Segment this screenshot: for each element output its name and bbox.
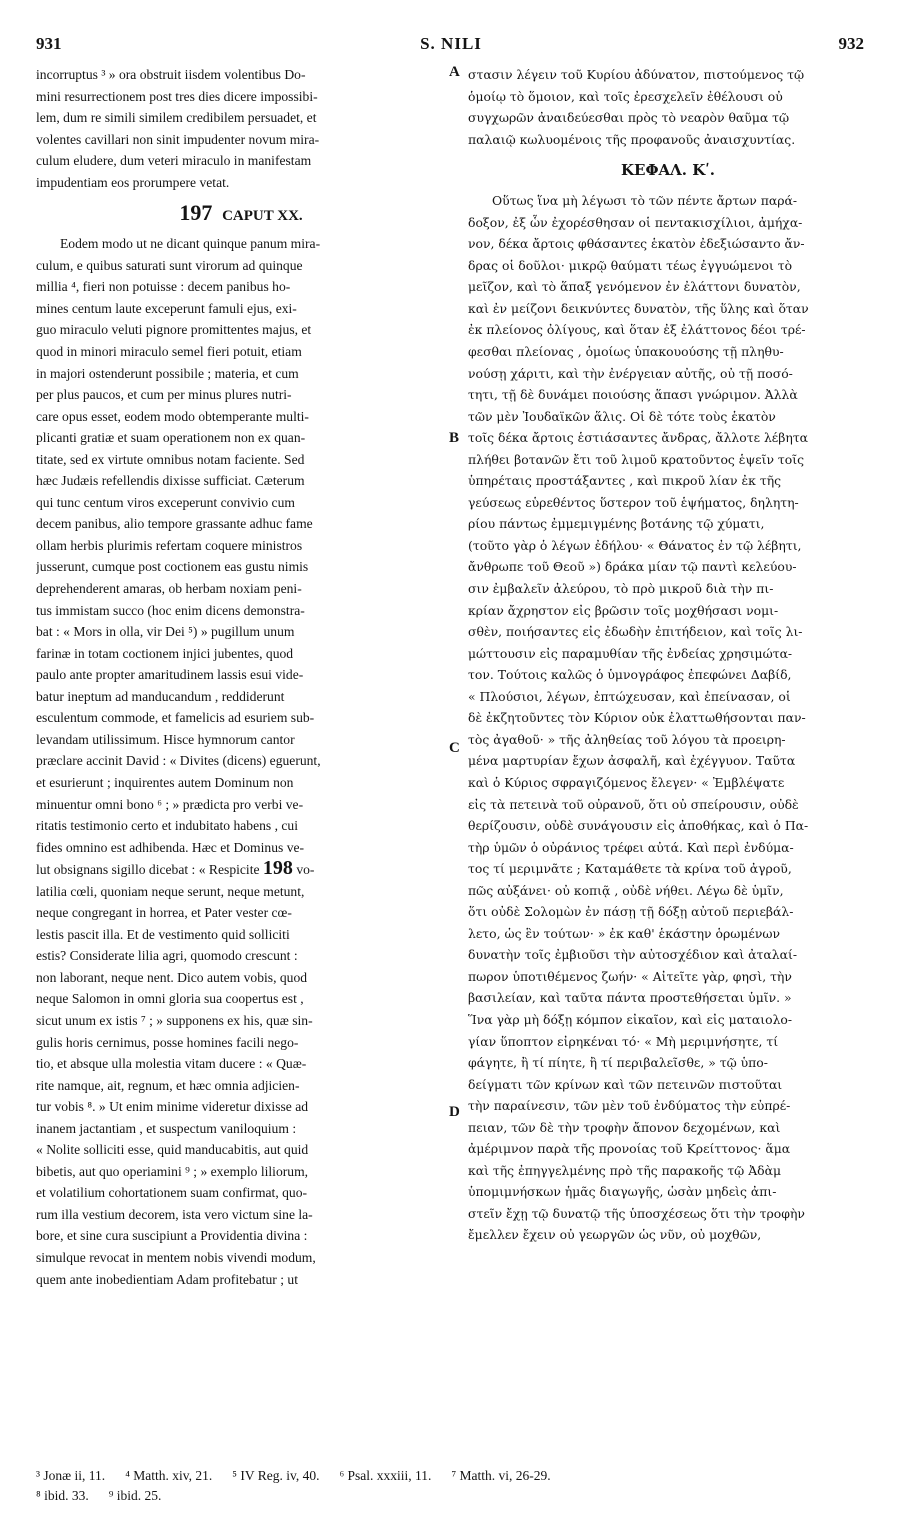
footnote: ⁹ ibid. 25.	[108, 1488, 162, 1503]
latin-line: culum eludere, dum veteri miraculo in manifestam	[36, 153, 312, 169]
latin-line: ritatis testimonio certo et indubitato habens , cui	[36, 818, 298, 834]
greek-line: τὴν παραίνεσιν, τῶν μὲν τοῦ ἐνδύματος τὴν εὐπρέ-	[468, 1098, 791, 1114]
footnotes	[36, 1466, 876, 1506]
latin-line: rum illa vestium decorem, ista vero victum sine la-	[36, 1206, 313, 1222]
greek-line: ἐκ πλείονος ὀλίγους, καὶ ὅταν ἐξ ἐλάττονος δέοι τρέ-	[468, 322, 806, 338]
latin-line: titate, sed ex virtute omnibus notam faciente. Sed	[36, 451, 305, 467]
footnote: ⁶ Psal. xxxiii, 11.	[339, 1468, 432, 1483]
greek-line: παλαιῷ κωλυομένοις τῆς προφανοῦς ἀναισχυντίας.	[468, 131, 796, 147]
greek-line: γεύσεως εὑρεθέντος ὕστερον τοῦ ἑψήματος, δηλητη-	[468, 494, 799, 510]
latin-line: deprehenderent amaras, ob herbam noxiam peni-	[36, 581, 302, 597]
latin-line: decem panibus, alio tempore grassante adhuc fame	[36, 516, 313, 532]
greek-line: βασιλείαν, καὶ ταῦτα πάντα προστεθήσεται ὑμῖν. »	[468, 990, 792, 1006]
greek-line: σθὲν, ποιήσαντες εἰς ἐδωδὴν ἐπιτήδειον, καὶ τοῖς λι-	[468, 624, 803, 640]
latin-line: fides omnino est adhibenda. Hæc et Dominus ve-	[36, 839, 305, 855]
greek-body	[468, 190, 868, 1246]
latin-line: guo miraculo veluti pignore promittentes majus, et	[36, 322, 312, 338]
latin-line: tus immistam succo (hoc enim dicens demonstra-	[36, 602, 305, 618]
greek-line: ὑπομιμνήσκων ἡμᾶς διαγωγῆς, ὡσὰν μηδεὶς ἀπι-	[468, 1184, 777, 1200]
latin-body	[36, 233, 446, 858]
greek-line: στεῖν ἔχῃ τῷ δυνατῷ τῆς ὑποσχέσεως ὅτι τὴν τροφὴν	[468, 1205, 805, 1221]
greek-line: ὁμοίῳ τὸ ὅμοιον, καὶ τοῖς ἐρεσχελεῖν ἐθέλουσι οὐ	[468, 88, 783, 104]
footnote: ⁴ Matth. xiv, 21.	[125, 1468, 213, 1483]
greek-line: νον, δέκα ἄρτοις φθάσαντες ἑκατὸν ἐδεξιώσαντο ἄν-	[468, 236, 805, 252]
greek-line: δρας οἱ δοῦλοι· μικρῷ θαύματι τέως ἐγγυώμενοι τὸ	[468, 257, 793, 273]
greek-line: καὶ ἐν μείζονι δεικνύντες δυνατὸν, τῆς ὕλης καὶ ὅταν	[468, 300, 809, 316]
page-header	[0, 34, 902, 58]
greek-line: ἄνθρωπε τοῦ Θεοῦ ») δράκα μίαν τῷ παντὶ κελεύου-	[468, 559, 797, 575]
margin-mark-d: D	[449, 1104, 460, 1120]
greek-line: πῶς αὐξάνει· οὐ κοπιᾷ , οὐδὲ νήθει. Λέγω δὲ ὑμῖν,	[468, 882, 784, 898]
latin-line: bore, et sine cura suscipiunt a Providentia divina :	[36, 1228, 308, 1244]
running-title: S. NILI	[420, 34, 482, 53]
latin-line: bat : « Mors in olla, vir Dei ⁵) » pugillum unum	[36, 624, 295, 640]
latin-line-respicite: lut obsignans sigillo dicebat : « Respicite	[36, 862, 260, 878]
footnote: ⁵ IV Reg. iv, 40.	[232, 1468, 320, 1483]
greek-line: τητι, τῇ δὲ δυνάμει ποιούσης ἅπασι γνώριμον. Ἀλλὰ	[468, 387, 798, 403]
latin-line: et esurierunt ; inquirentes autem Dominum non	[36, 774, 294, 790]
greek-line: τον. Τούτοις καλῶς ὁ ὑμνογράφος ἐπεφώνει Δαβίδ,	[468, 667, 792, 683]
latin-line: rite namque, ait, regnum, et hæc omnia adjicien-	[36, 1077, 300, 1093]
page-number-right: 932	[838, 34, 864, 53]
margin-mark-a: A	[449, 64, 460, 80]
greek-line: δὲ ἐκζητοῦντες τὸν Κύριον οὐκ ἐλαττωθήσονται παν-	[468, 710, 806, 726]
greek-line: (τοῦτο γὰρ ὁ λέγων ἐδήλου· « Θάνατος ἐν τῷ λέβητι,	[468, 537, 802, 553]
greek-line: « Πλούσιοι, λέγων, ἐπτώχευσαν, καὶ ἐπείνασαν, οἱ	[468, 688, 791, 704]
greek-chapter-title: ΚΕΦΑΛ. Κʹ.	[620, 161, 716, 180]
greek-line: πειαν, τῶν δὲ τὴν τροφὴν ἄπονον δεχομένων, καὶ	[468, 1119, 781, 1135]
latin-line: care opus esset, eodem modo obtemperante multi-	[36, 408, 309, 424]
greek-line: τὸς ἀγαθοῦ· » τῆς ἀληθείας τοῦ λόγου τὰ προειρη-	[468, 731, 786, 747]
greek-line: ὑπηρέταις προστάξαντες , καὶ πικροῦ λίαν ἐκ τῆς	[468, 473, 782, 489]
latin-line: batur ineptum ad manducandum , reddiderunt	[36, 688, 285, 704]
latin-line-inline	[36, 858, 446, 881]
greek-line: δυνατὴν τοῖς ἐμβιοῦσι τὴν αὐτοσχέδιον καὶ ἀταλαί-	[468, 947, 798, 963]
greek-line: τὴρ ὑμῶν ὁ οὐράνιος τρέφει αὐτά. Καὶ περὶ ἐνδύμα-	[468, 839, 794, 855]
greek-line: μώττουσιν εἰς παραμυθίαν τῆς ἐνδείας χρησιμώτα-	[468, 645, 793, 661]
greek-line: καὶ ὁ Κύριος σφραγιζόμενος ἔλεγεν· « Ἐμβλέψατε	[468, 774, 785, 790]
greek-line: γίαν ὕποπτον εἰρηκέναι τό· « Μὴ μεριμνήσητε, τί	[468, 1033, 779, 1049]
latin-line: Eodem modo ut ne dicant quinque panum mira-	[60, 236, 321, 252]
latin-line: lestis pascit illa. Et de vestimento quid solliciti	[36, 926, 290, 942]
latin-line: latilia cœli, quoniam neque serunt, neque metunt,	[36, 883, 305, 899]
latin-line: per plus paucos, et cum per minus plures nutri-	[36, 387, 292, 403]
latin-line: incorruptus ³ » ora obstruit iisdem volentibus Do-	[36, 67, 306, 82]
greek-column	[468, 64, 868, 1246]
greek-line: φάγητε, ἢ τί πίητε, ἢ τί περιβαλεῖσθε, » τῷ ὑπο-	[468, 1055, 768, 1071]
greek-line: τος τί μεριμνᾶτε ; Καταμάθετε τὰ κρίνα τοῦ ἀγροῦ,	[468, 861, 792, 877]
latin-line: mini resurrectionem post tres dies dicere impossibi-	[36, 88, 318, 104]
latin-line: quod in minori miraculo semel fieri potuit, etiam	[36, 344, 302, 360]
latin-line: simulque revocat in mentem nobis vivendi modum,	[36, 1249, 316, 1265]
greek-line: εἰς τὰ πετεινὰ τοῦ οὐρανοῦ, ὅτι οὐ σπείρουσιν, οὐδὲ	[468, 796, 799, 812]
greek-line: σιν ἐμβαλεῖν ἀλεύρου, τὸ πρὸ μικροῦ διὰ τὴν πι-	[468, 581, 774, 597]
greek-line: λετο, ὡς ἓν τούτων· » ἐκ καθ' ἑκάστην ὁρωμένων	[468, 925, 781, 941]
latin-line: millia ⁴, fieri non potuisse : decem panibus ho-	[36, 279, 291, 295]
latin-line: lem, dum re simili similem credibilem persuadet, et	[36, 110, 317, 126]
latin-line: estis? Considerate lilia agri, quomodo crescunt :	[36, 948, 298, 964]
greek-line: φεσθαι πλείονας , ὁμοίως ὑπακουούσης τῇ πληθυ-	[468, 344, 784, 360]
greek-line: κρίαν ἄχρηστον εἰς βρῶσιν τοῖς μοχθήσασι νομι-	[468, 602, 779, 618]
latin-line: neque congregant in horrea, et Pater vester cœ-	[36, 905, 292, 921]
greek-line: Ἵνα γὰρ μὴ δόξῃ κόμπον εἰκαῖον, καὶ εἰς ματαιολο-	[468, 1011, 793, 1027]
latin-line: qui tunc centum viros exceperunt convivio cum	[36, 494, 295, 510]
greek-line: μεῖζον, καὶ τὸ ἅπαξ γενόμενον ἐν ἐλάττονι δυνατὸν,	[468, 279, 801, 295]
latin-line: præclare accinit David : « Divites (dicens) eguerunt,	[36, 753, 321, 769]
latin-column	[36, 64, 446, 1290]
latin-line: « Nolite solliciti esse, quid manducabitis, aut quid	[36, 1142, 309, 1158]
greek-line: ἔμελλεν ἔχειν οὐ γεωργῶν ὡς νῦν, οὐ μοχθῶν,	[468, 1227, 762, 1243]
greek-line: Οὕτως ἵνα μὴ λέγωσι τὸ τῶν πέντε ἄρτων παρά-	[492, 193, 798, 209]
greek-line: τοῖς δέκα ἄρτοις ἑστιάσαντες ἄνδρας, ἄλλοτε λέβητα	[468, 430, 809, 446]
latin-line: inanem jactantiam , et suspectum vaniloquium :	[36, 1120, 297, 1136]
latin-line: levandam utilissimum. Hisce hymnorum cantor	[36, 731, 295, 747]
greek-line: νούσῃ χάριτι, καὶ τὴν ἐνέργειαν αὐτῆς, οὐ τῇ ποσό-	[468, 365, 793, 381]
greek-line: καὶ τῆς ἐπηγγελμένης πρὸ τῆς παρακοῆς τῷ Ἀδὰμ	[468, 1162, 782, 1178]
latin-chapter-heading	[36, 193, 446, 233]
latin-body-continued	[36, 881, 446, 1290]
latin-line-vo: vo-	[296, 862, 315, 878]
latin-line: tur vobis ⁸. » Ut enim minime videretur dixisse ad	[36, 1099, 309, 1115]
latin-line: plicanti gratiæ et suam operationem non ex quan-	[36, 430, 306, 446]
latin-line: jusserunt, cumque post coctionem eas gustu nimis	[36, 559, 309, 575]
footnote: ³ Jonæ ii, 11.	[36, 1468, 106, 1483]
column-number-198: 198	[262, 858, 293, 880]
latin-line: farinæ in totam coctionem injici jubentes, quod	[36, 645, 294, 661]
greek-line: στασιν λέγειν τοῦ Κυρίου ἀδύνατον, πιστούμενος τῷ	[468, 67, 805, 82]
margin-mark-b: B	[449, 430, 460, 446]
greek-intro	[468, 64, 868, 150]
greek-line: δοξον, ἐξ ὧν ἐχορέσθησαν οἱ πεντακισχίλιοι, ἀμήχα-	[468, 214, 803, 230]
latin-line: sicut unum ex istis ⁷ ; » supponens ex his, quæ sin-	[36, 1012, 313, 1028]
greek-line: ἀμέριμνον παρὰ τῆς προνοίας τοῦ Κρείττονος· ἅμα	[468, 1141, 791, 1157]
column-number-197: 197	[179, 200, 213, 226]
footnote: ⁷ Matth. vi, 26-29.	[451, 1468, 551, 1483]
latin-line: hæc Judæis refellendis dixisse sufficiat. Cæterum	[36, 473, 305, 489]
latin-line: esculentum commode, et famelicis ad esuriem sub-	[36, 710, 315, 726]
latin-line: gulis horis cernimus, posse homines facili nego-	[36, 1034, 299, 1050]
greek-line: πλήθει βοτανῶν ἔτι τοῦ λιμοῦ κρατοῦντος ἑψεῖν τοῖς	[468, 451, 805, 467]
latin-line: neque Salomon in omni gloria sua coopertus est ,	[36, 991, 304, 1007]
greek-line: δείγματι τῶν κρίνων καὶ τῶν πετεινῶν πιστοῦται	[468, 1076, 783, 1092]
greek-chapter-heading	[468, 150, 868, 190]
latin-line: tio, et absque ulla molestia vitam ducere : « Quæ-	[36, 1056, 307, 1072]
footnote-row-1	[36, 1466, 876, 1486]
latin-line: paulo ante propter amaritudinem lassis esui vide-	[36, 667, 304, 683]
greek-line: συγχωρῶν ἀναιδεύεσθαι πρὸς τὸ νεαρὸν θαῦμα τῷ	[468, 110, 790, 126]
greek-line: θερίζουσιν, οὐδὲ συνάγουσιν εἰς ἀποθήκας, καὶ ὁ Πα-	[468, 818, 809, 834]
latin-line: bibetis, aut quo operiamini ⁹ ; » exemplo liliorum,	[36, 1163, 309, 1179]
latin-line: culum, e quibus saturati sunt virorum ad quinque	[36, 257, 303, 273]
latin-line: et volatilium cohortationem suam confirmat, quo-	[36, 1185, 308, 1201]
greek-line: ρίου πάντως ἐμμεμιγμένης βοτάνης τῷ χύματι,	[468, 516, 765, 532]
latin-line: volentes cavillari non sinit impudenter novum mira-	[36, 131, 320, 147]
greek-line: μένα μαρτυρίαν ἔχων ἀσφαλῆ, καὶ ἐχέγγυον. Ταῦτα	[468, 753, 796, 769]
latin-line: minuentur omni bono ⁶ ; » prædicta pro verbi ve-	[36, 796, 304, 812]
footnote-row-2	[36, 1486, 876, 1506]
page-number-left: 931	[36, 34, 62, 53]
latin-line: in majori ostenderunt possibile ; materia, et cum	[36, 365, 299, 381]
latin-chapter-title: CAPUT XX.	[222, 208, 303, 225]
latin-line: non laborant, neque nent. Dico autem vobis, quod	[36, 969, 308, 985]
latin-line: quem ante inobedientiam Adam profitebatur ; ut	[36, 1271, 298, 1287]
latin-line: impudentiam eos prorumpere vetat.	[36, 174, 230, 190]
latin-line: mines centum laute exceperunt famuli ejus, exi-	[36, 300, 297, 316]
footnote: ⁸ ibid. 33.	[36, 1488, 89, 1503]
greek-line: τῶν μὲν Ἰουδαϊκῶν ἅλις. Οἱ δὲ τότε τοὺς ἑκατὸν	[468, 408, 776, 424]
latin-intro	[36, 64, 446, 193]
greek-line: ὅτι οὐδὲ Σολομὼν ἐν πάσῃ τῇ δόξῃ αὐτοῦ περιεβάλ-	[468, 904, 794, 920]
latin-line: ollam herbis plurimis refertam coquere ministros	[36, 537, 303, 553]
greek-line: πωρον ὑποτιθέμενος ζωήν· « Αἰτεῖτε γὰρ, φησὶ, τὴν	[468, 968, 792, 984]
margin-mark-c: C	[449, 740, 460, 756]
